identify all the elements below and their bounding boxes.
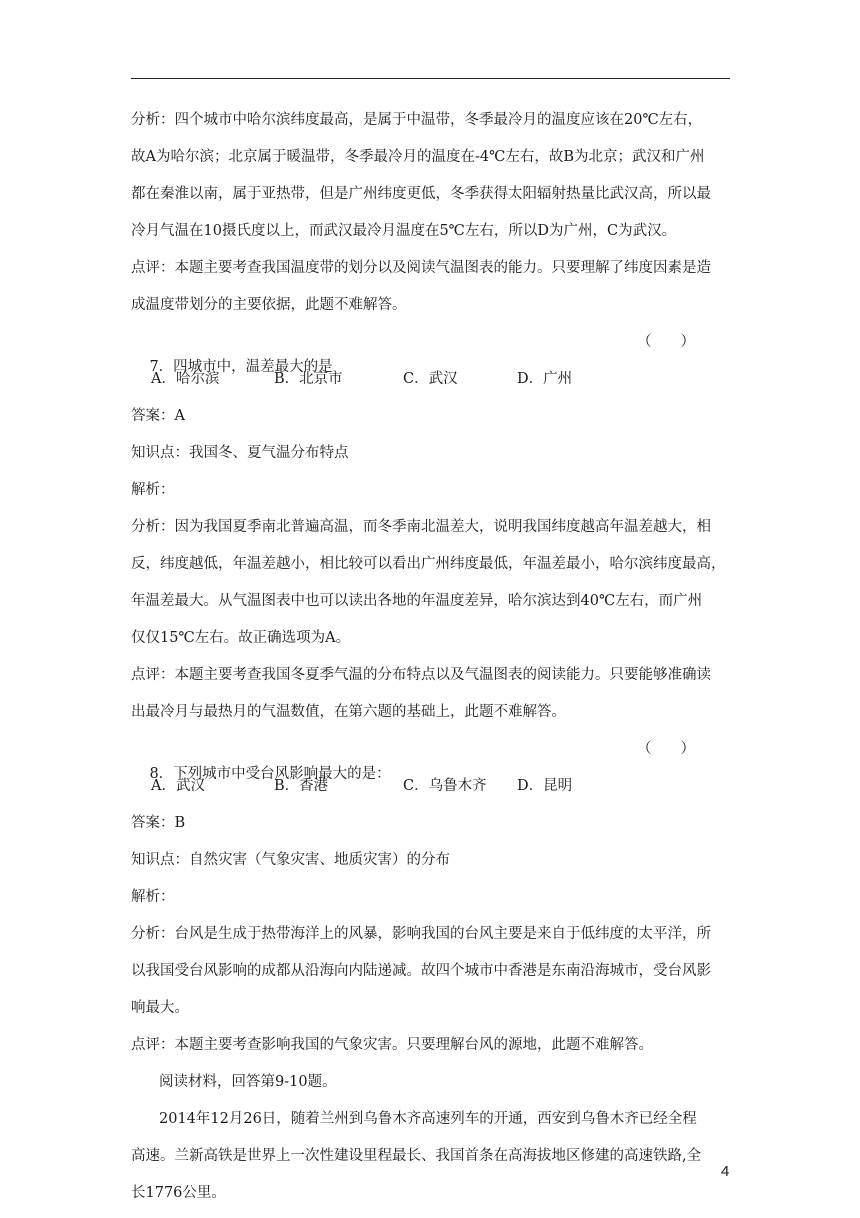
question-7-option-d: D．广州: [517, 371, 573, 387]
analysis-q6-line-4: 冷月气温在10摄氏度以上，而武汉最冷月温度在5℃左右，所以D为广州，C为武汉。: [131, 223, 677, 239]
question-7-answer: 答案：A: [131, 408, 185, 424]
header-rule: [131, 78, 730, 79]
question-8-option-c: C．乌鲁木齐: [403, 778, 487, 794]
analysis-q7-line-1: 分析：因为我国夏季南北普遍高温，而冬季南北温差大，说明我国纬度越高年温差越大，相: [131, 519, 711, 535]
question-8-options: [131, 774, 731, 799]
analysis-q7-line-4: 仅仅15℃左右。故正确选项为A。: [131, 630, 351, 646]
material-line-2: 高速。兰新高铁是世界上一次性建设里程最长、我国首条在高海拔地区修建的高速铁路,全: [131, 1148, 702, 1164]
question-7-option-b: B．北京市: [274, 371, 343, 387]
question-8-option-d: D．昆明: [517, 778, 573, 794]
question-7-option-c: C．武汉: [403, 371, 458, 387]
analysis-q6-line-2: 故A为哈尔滨；北京属于暖温带，冬季最冷月的温度在-4℃左右，故B为北京；武汉和广州: [131, 149, 705, 165]
comment-q7-line-2: 出最冷月与最热月的气温数值，在第六题的基础上，此题不难解答。: [131, 704, 566, 720]
comment-q7-line-1: 点评：本题主要考查我国冬夏季气温的分布特点以及气温图表的阅读能力。只要能够准确读: [131, 667, 711, 683]
question-7-stem: 7．四城市中，温差最大的是: [149, 358, 333, 375]
material-line-3: 长1776公里。: [131, 1185, 226, 1201]
question-7: [131, 330, 731, 375]
reading-instruction: 阅读材料，回答第9-10题。: [159, 1074, 337, 1090]
question-8-answer: 答案：B: [131, 815, 186, 831]
document-body: [131, 108, 731, 1218]
question-7-parse-label: 解析：: [131, 482, 175, 498]
question-8-parse-label: 解析：: [131, 889, 175, 905]
question-7-option-a: A．哈尔滨: [151, 371, 220, 387]
comment-q6-line-2: 成温度带划分的主要依据，此题不难解答。: [131, 297, 407, 313]
comment-q8-line-1: 点评：本题主要考查影响我国的气象灾害。只要理解台风的源地，此题不难解答。: [131, 1037, 653, 1053]
analysis-q8-line-2: 以我国受台风影响的成都从沿海向内陆递减。故四个城市中香港是东南沿海城市，受台风影: [131, 963, 711, 979]
question-8-option-a: A．武汉: [151, 778, 205, 794]
question-8-answer-blank: （ ）: [637, 741, 695, 757]
question-8-knowledge: 知识点：自然灾害（气象灾害、地质灾害）的分布: [131, 852, 450, 868]
analysis-q6-line-1: 分析：四个城市中哈尔滨纬度最高，是属于中温带，冬季最冷月的温度应该在20℃左右，: [131, 112, 703, 128]
analysis-q7-line-2: 反，纬度越低，年温差越小，相比较可以看出广州纬度最低，年温差最小，哈尔滨纬度最高，: [131, 556, 726, 572]
question-8-stem: 8．下列城市中受台风影响最大的是：: [149, 765, 391, 782]
question-7-answer-blank: （ ）: [637, 334, 695, 350]
analysis-q6-line-3: 都在秦淮以南，属于亚热带，但是广州纬度更低，冬季获得太阳辐射热量比武汉高，所以最: [131, 186, 711, 202]
question-8: [131, 737, 731, 782]
question-8-option-b: B．香港: [274, 778, 329, 794]
page-number: 4: [721, 1163, 730, 1180]
analysis-q7-line-3: 年温差最大。从气温图表中也可以读出各地的年温度差异，哈尔滨达到40℃左右，而广州: [131, 593, 703, 609]
material-line-1: 2014年12月26日，随着兰州到乌鲁木齐高速列车的开通，西安到乌鲁木齐已经全程: [159, 1111, 697, 1127]
analysis-q8-line-1: 分析：台风是生成于热带海洋上的风暴，影响我国的台风主要是来自于低纬度的太平洋，所: [131, 926, 711, 942]
comment-q6-line-1: 点评：本题主要考查我国温度带的划分以及阅读气温图表的能力。只要理解了纬度因素是造: [131, 260, 711, 276]
question-7-options: [131, 367, 731, 392]
question-7-knowledge: 知识点：我国冬、夏气温分布特点: [131, 445, 349, 461]
analysis-q8-line-3: 响最大。: [131, 1000, 189, 1016]
